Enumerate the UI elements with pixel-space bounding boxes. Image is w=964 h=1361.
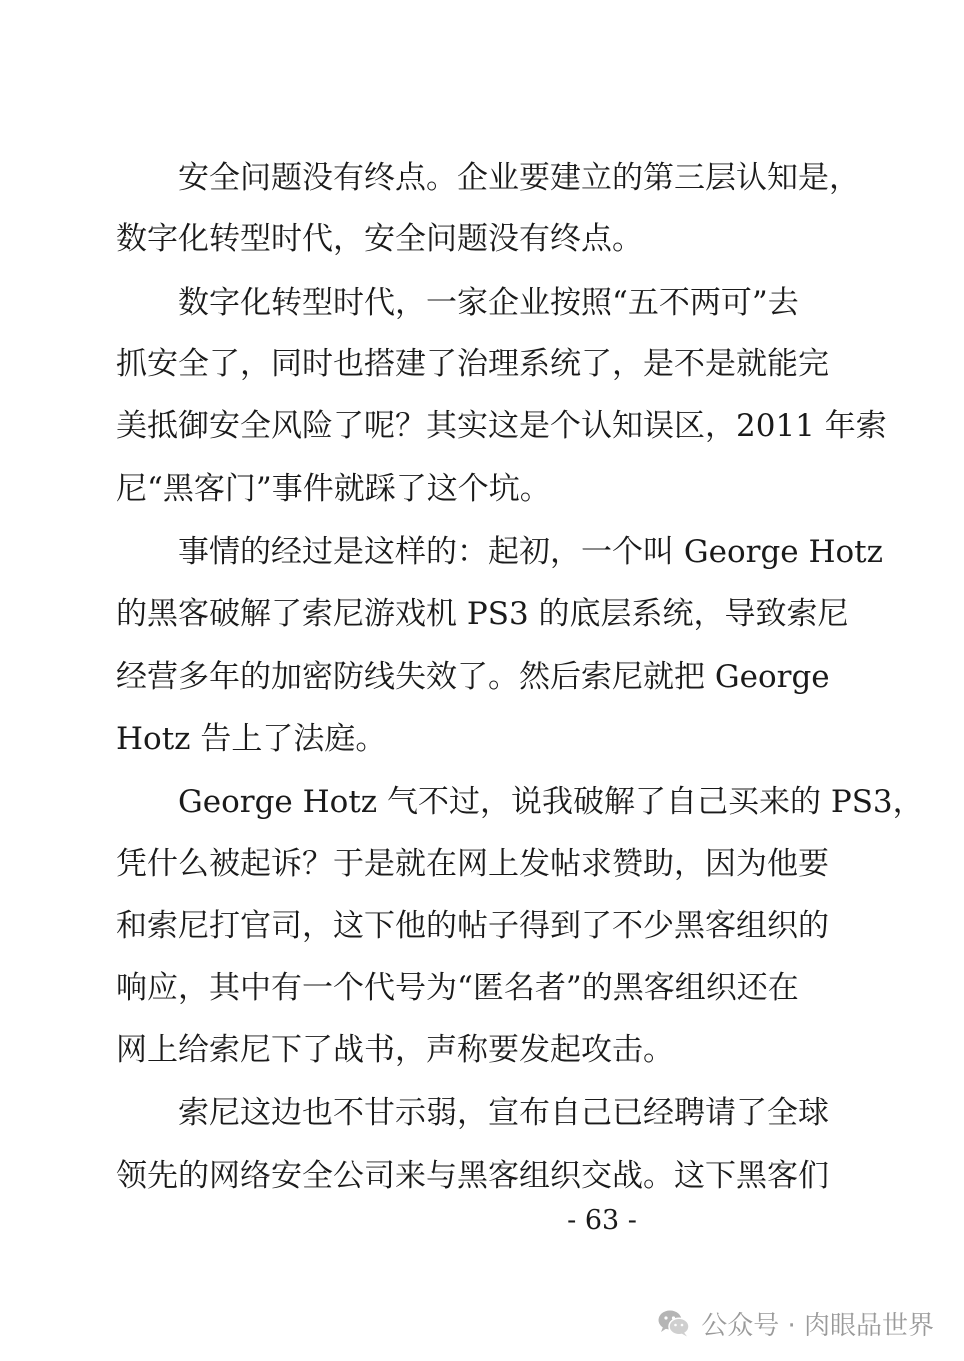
- text-line: George Hotz 气不过，说我破解了自己买来的 PS3，: [178, 784, 924, 820]
- page-number: - 63 -: [567, 1205, 637, 1236]
- text-line: 经营多年的加密防线失效了。然后索尼就把 George: [116, 659, 830, 695]
- text-line: 抓安全了，同时也搭建了治理系统了，是不是就能完: [116, 346, 829, 382]
- text-line: 美抵御安全风险了呢？其实这是个认知误区，2011 年索: [116, 408, 887, 444]
- text-line: 数字化转型时代，一家企业按照“五不两可”去: [178, 285, 799, 321]
- text-line: 安全问题没有终点。企业要建立的第三层认知是，: [178, 160, 860, 196]
- text-line: 凭什么被起诉？于是就在网上发帖求赞助，因为他要: [116, 846, 829, 882]
- text-line: 网上给索尼下了战书，声称要发起攻击。: [116, 1032, 674, 1068]
- text-line: Hotz 告上了法庭。: [116, 721, 387, 757]
- text-line: 索尼这边也不甘示弱，宣布自己已经聘请了全球: [178, 1095, 829, 1131]
- watermark-text: 公众号 · 肉眼品世界: [701, 1310, 934, 1341]
- text-line: 尼“黑客门”事件就踩了这个坑。: [116, 471, 551, 507]
- text-line: 事情的经过是这样的：起初，一个叫 George Hotz: [178, 534, 883, 570]
- text-line: 领先的网络安全公司来与黑客组织交战。这下黑客们: [116, 1158, 829, 1194]
- text-line: 数字化转型时代，安全问题没有终点。: [116, 221, 643, 257]
- text-line: 和索尼打官司，这下他的帖子得到了不少黑客组织的: [116, 908, 829, 944]
- wechat-icon: [657, 1308, 691, 1338]
- text-line: 响应，其中有一个代号为“匿名者”的黑客组织还在: [116, 970, 799, 1006]
- text-line: 的黑客破解了索尼游戏机 PS3 的底层系统，导致索尼: [116, 596, 849, 632]
- watermark: [657, 1303, 934, 1343]
